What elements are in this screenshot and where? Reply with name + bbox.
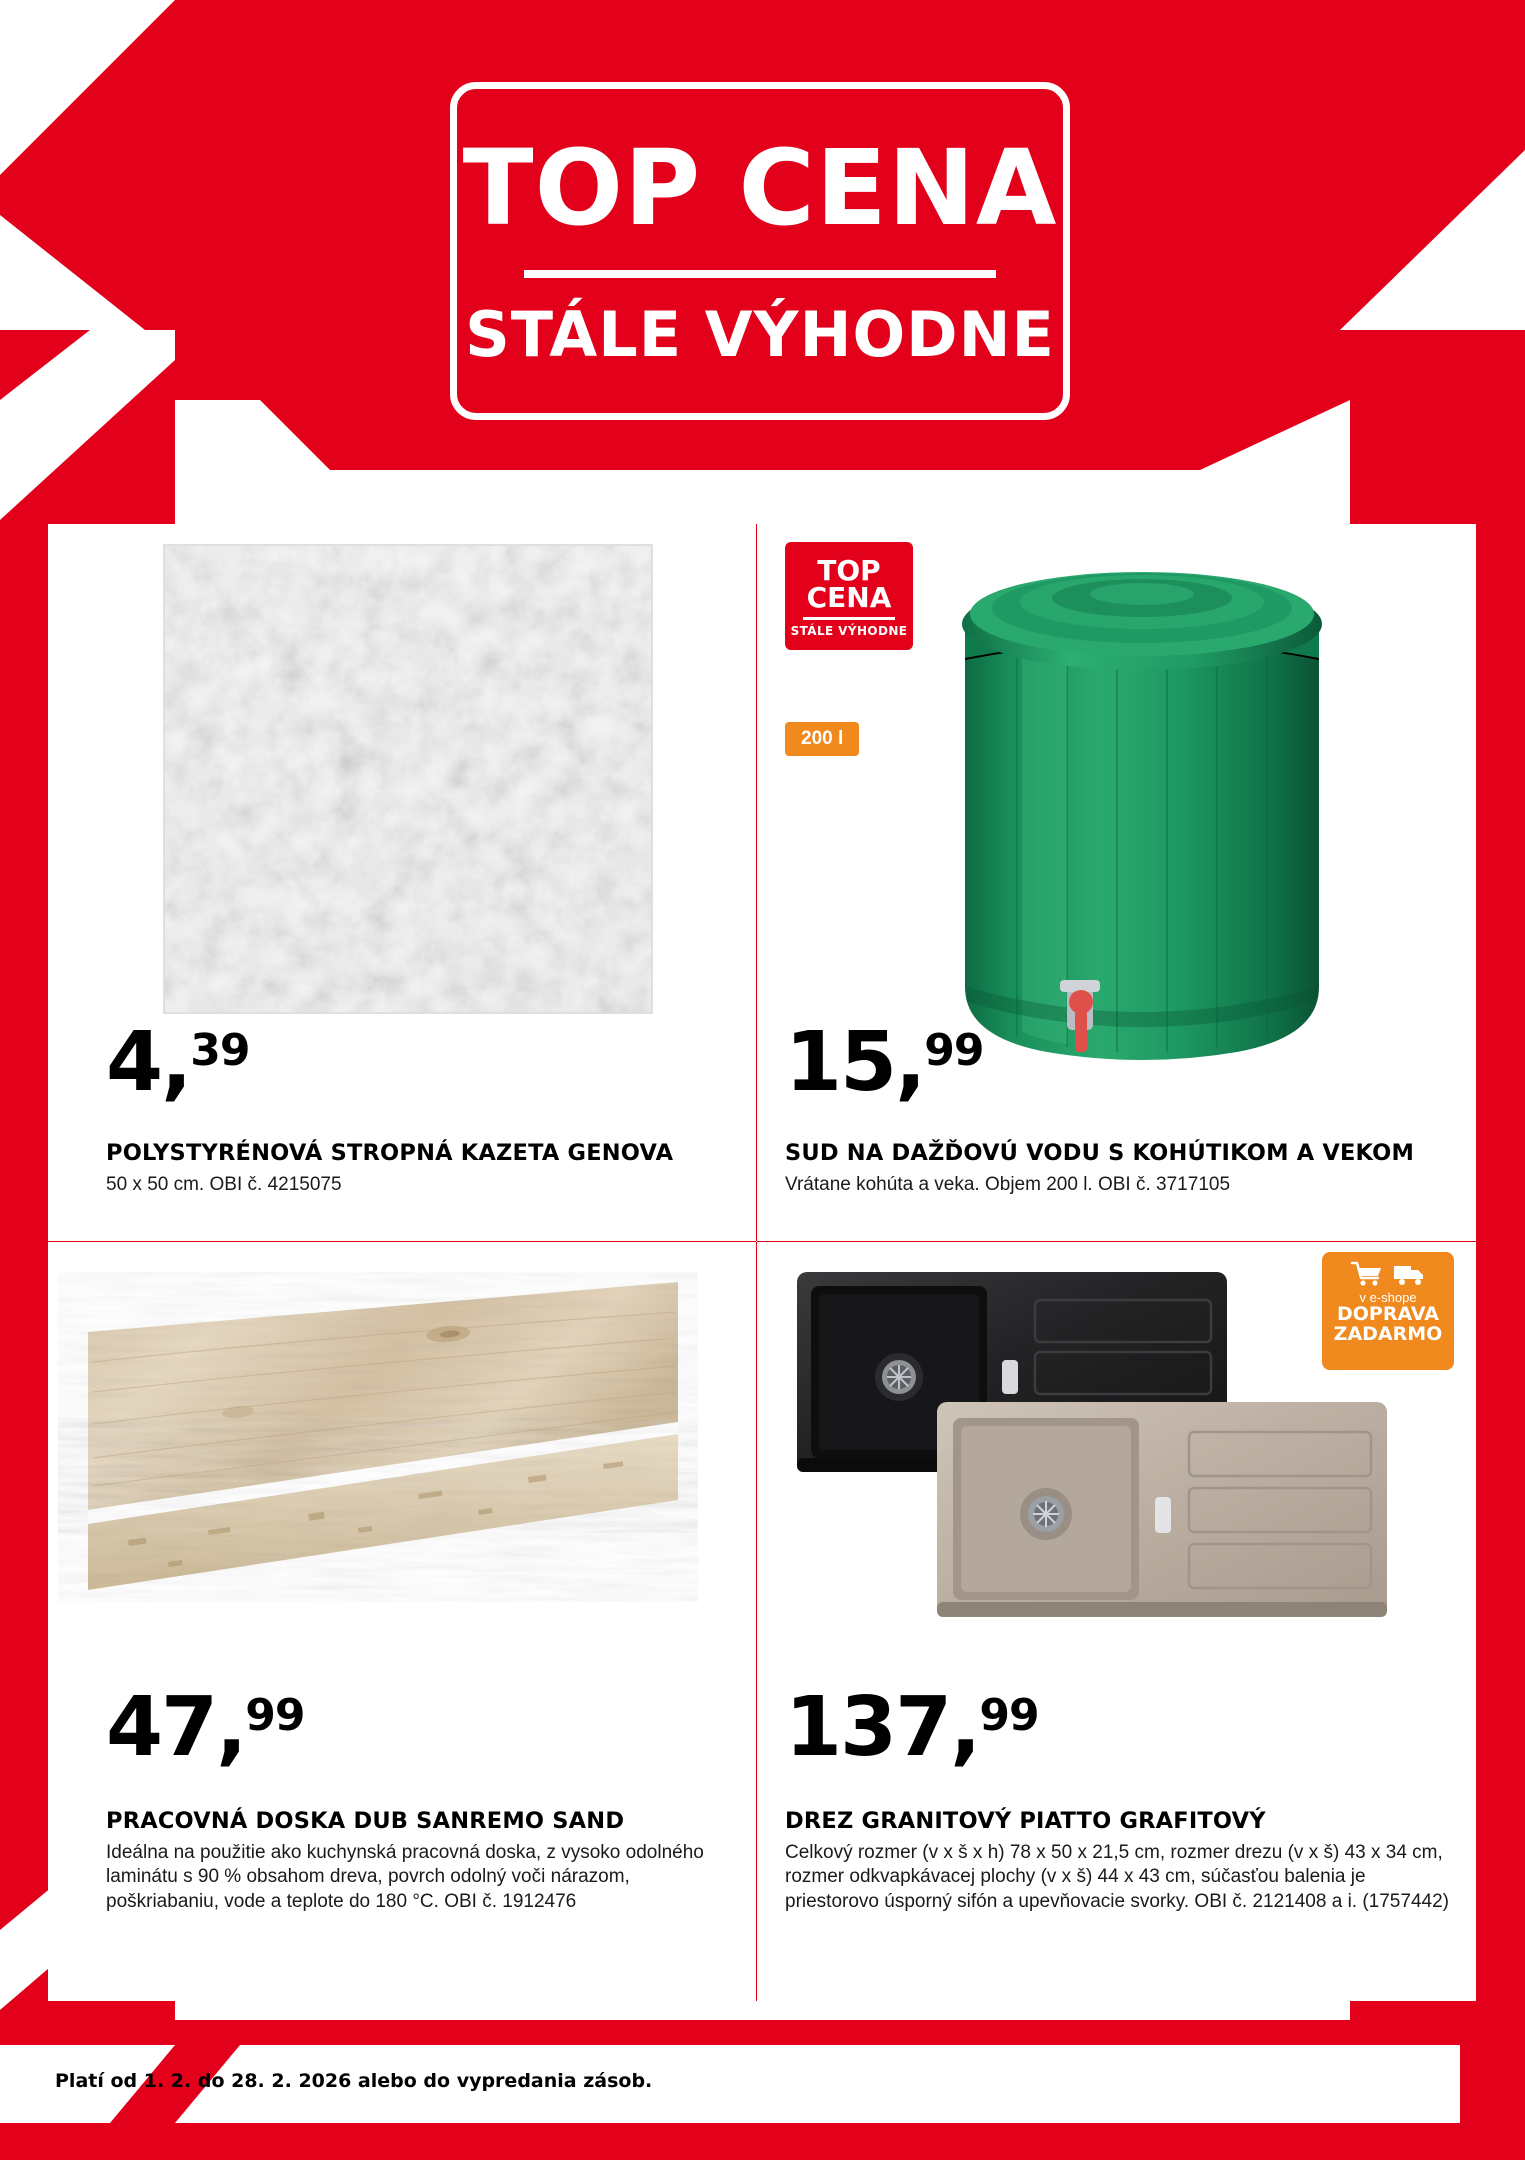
products-panel <box>48 524 1476 2001</box>
price-granite-sink <box>785 1680 1039 1775</box>
stamp-line-3: STÁLE VÝHODNE <box>790 623 908 638</box>
product-description: 50 x 50 cm. OBI č. 4215075 <box>106 1174 342 1195</box>
product-title: SUD NA DAŽĎOVÚ VODU S KOHÚTIKOM A VEKOM <box>785 1140 1415 1166</box>
granite-sink-image <box>777 1262 1437 1632</box>
price-cents: 99 <box>979 1690 1039 1741</box>
hero-badge-title: TOP CENA <box>462 127 1058 249</box>
product-card-granite-sink[interactable] <box>757 1242 1476 2001</box>
stamp-line-1: TOP <box>817 554 881 588</box>
price-comma: , <box>895 1015 925 1110</box>
volume-badge: 200 l <box>785 722 859 756</box>
hero-badge-subtitle: STÁLE VÝHODNE <box>465 298 1055 371</box>
validity-note: Platí od 1. 2. do 28. 2. 2026 alebo do vypredania zásob. <box>55 2070 653 2092</box>
product-title: POLYSTYRÉNOVÁ STROPNÁ KAZETA GENOVA <box>106 1140 674 1166</box>
stamp-divider <box>803 617 895 620</box>
product-card-rain-barrel[interactable] <box>757 524 1476 1241</box>
product-description: Ideálna na použitie ako kuchynská pracovná doska, z vysoko odolného laminátu s 90 % obsahom dreva, povrch odolný voči nárazom, poškriabaniu, vode a teplote do 180 °C. OBI č. 1912476 <box>106 1842 704 1912</box>
ceiling-tile-image <box>163 544 653 1014</box>
stamp-line-2: CENA <box>806 581 892 614</box>
product-description: Vrátane kohúta a veka. Objem 200 l. OBI č. 3717105 <box>785 1174 1231 1195</box>
price-rain-barrel <box>785 1015 984 1110</box>
price-comma: , <box>950 1680 980 1775</box>
price-comma: , <box>161 1015 191 1110</box>
price-whole: 47 <box>106 1680 217 1775</box>
top-cena-stamp <box>785 542 913 650</box>
product-card-ceiling-tile[interactable] <box>48 524 756 1241</box>
hero-badge-divider <box>524 270 996 278</box>
price-cents: 99 <box>245 1690 305 1741</box>
price-whole: 15 <box>785 1015 896 1110</box>
worktop-image <box>58 1272 698 1602</box>
shipping-eshop-label: v e-shope <box>1359 1290 1417 1305</box>
price-cents: 39 <box>190 1025 250 1076</box>
price-whole: 4 <box>106 1015 162 1110</box>
price-ceiling-tile <box>106 1015 250 1110</box>
product-description: Celkový rozmer (v x š x h) 78 x 50 x 21,5 cm, rozmer drezu (v x š) 43 x 34 cm, rozmer odkvapkávacej plochy (v x š) 44 x 43 cm, súčasťou balenia je priestorovo úsporný sifón a upevňovacie svorky. OBI č. 2121408 a i. (1757442) <box>785 1842 1449 1912</box>
price-whole: 137 <box>785 1680 951 1775</box>
product-card-worktop[interactable] <box>48 1242 756 2001</box>
price-worktop <box>106 1680 305 1775</box>
product-title: PRACOVNÁ DOSKA DUB SANREMO SAND <box>106 1808 625 1834</box>
shipping-line-2: ZADARMO <box>1333 1322 1443 1345</box>
top-cena-hero-badge <box>450 82 1070 420</box>
product-title: DREZ GRANITOVÝ PIATTO GRAFITOVÝ <box>785 1808 1266 1834</box>
rain-barrel-image <box>927 532 1357 1092</box>
price-comma: , <box>216 1680 246 1775</box>
shipping-line-1: DOPRAVA <box>1336 1303 1439 1325</box>
price-cents: 99 <box>924 1025 984 1076</box>
